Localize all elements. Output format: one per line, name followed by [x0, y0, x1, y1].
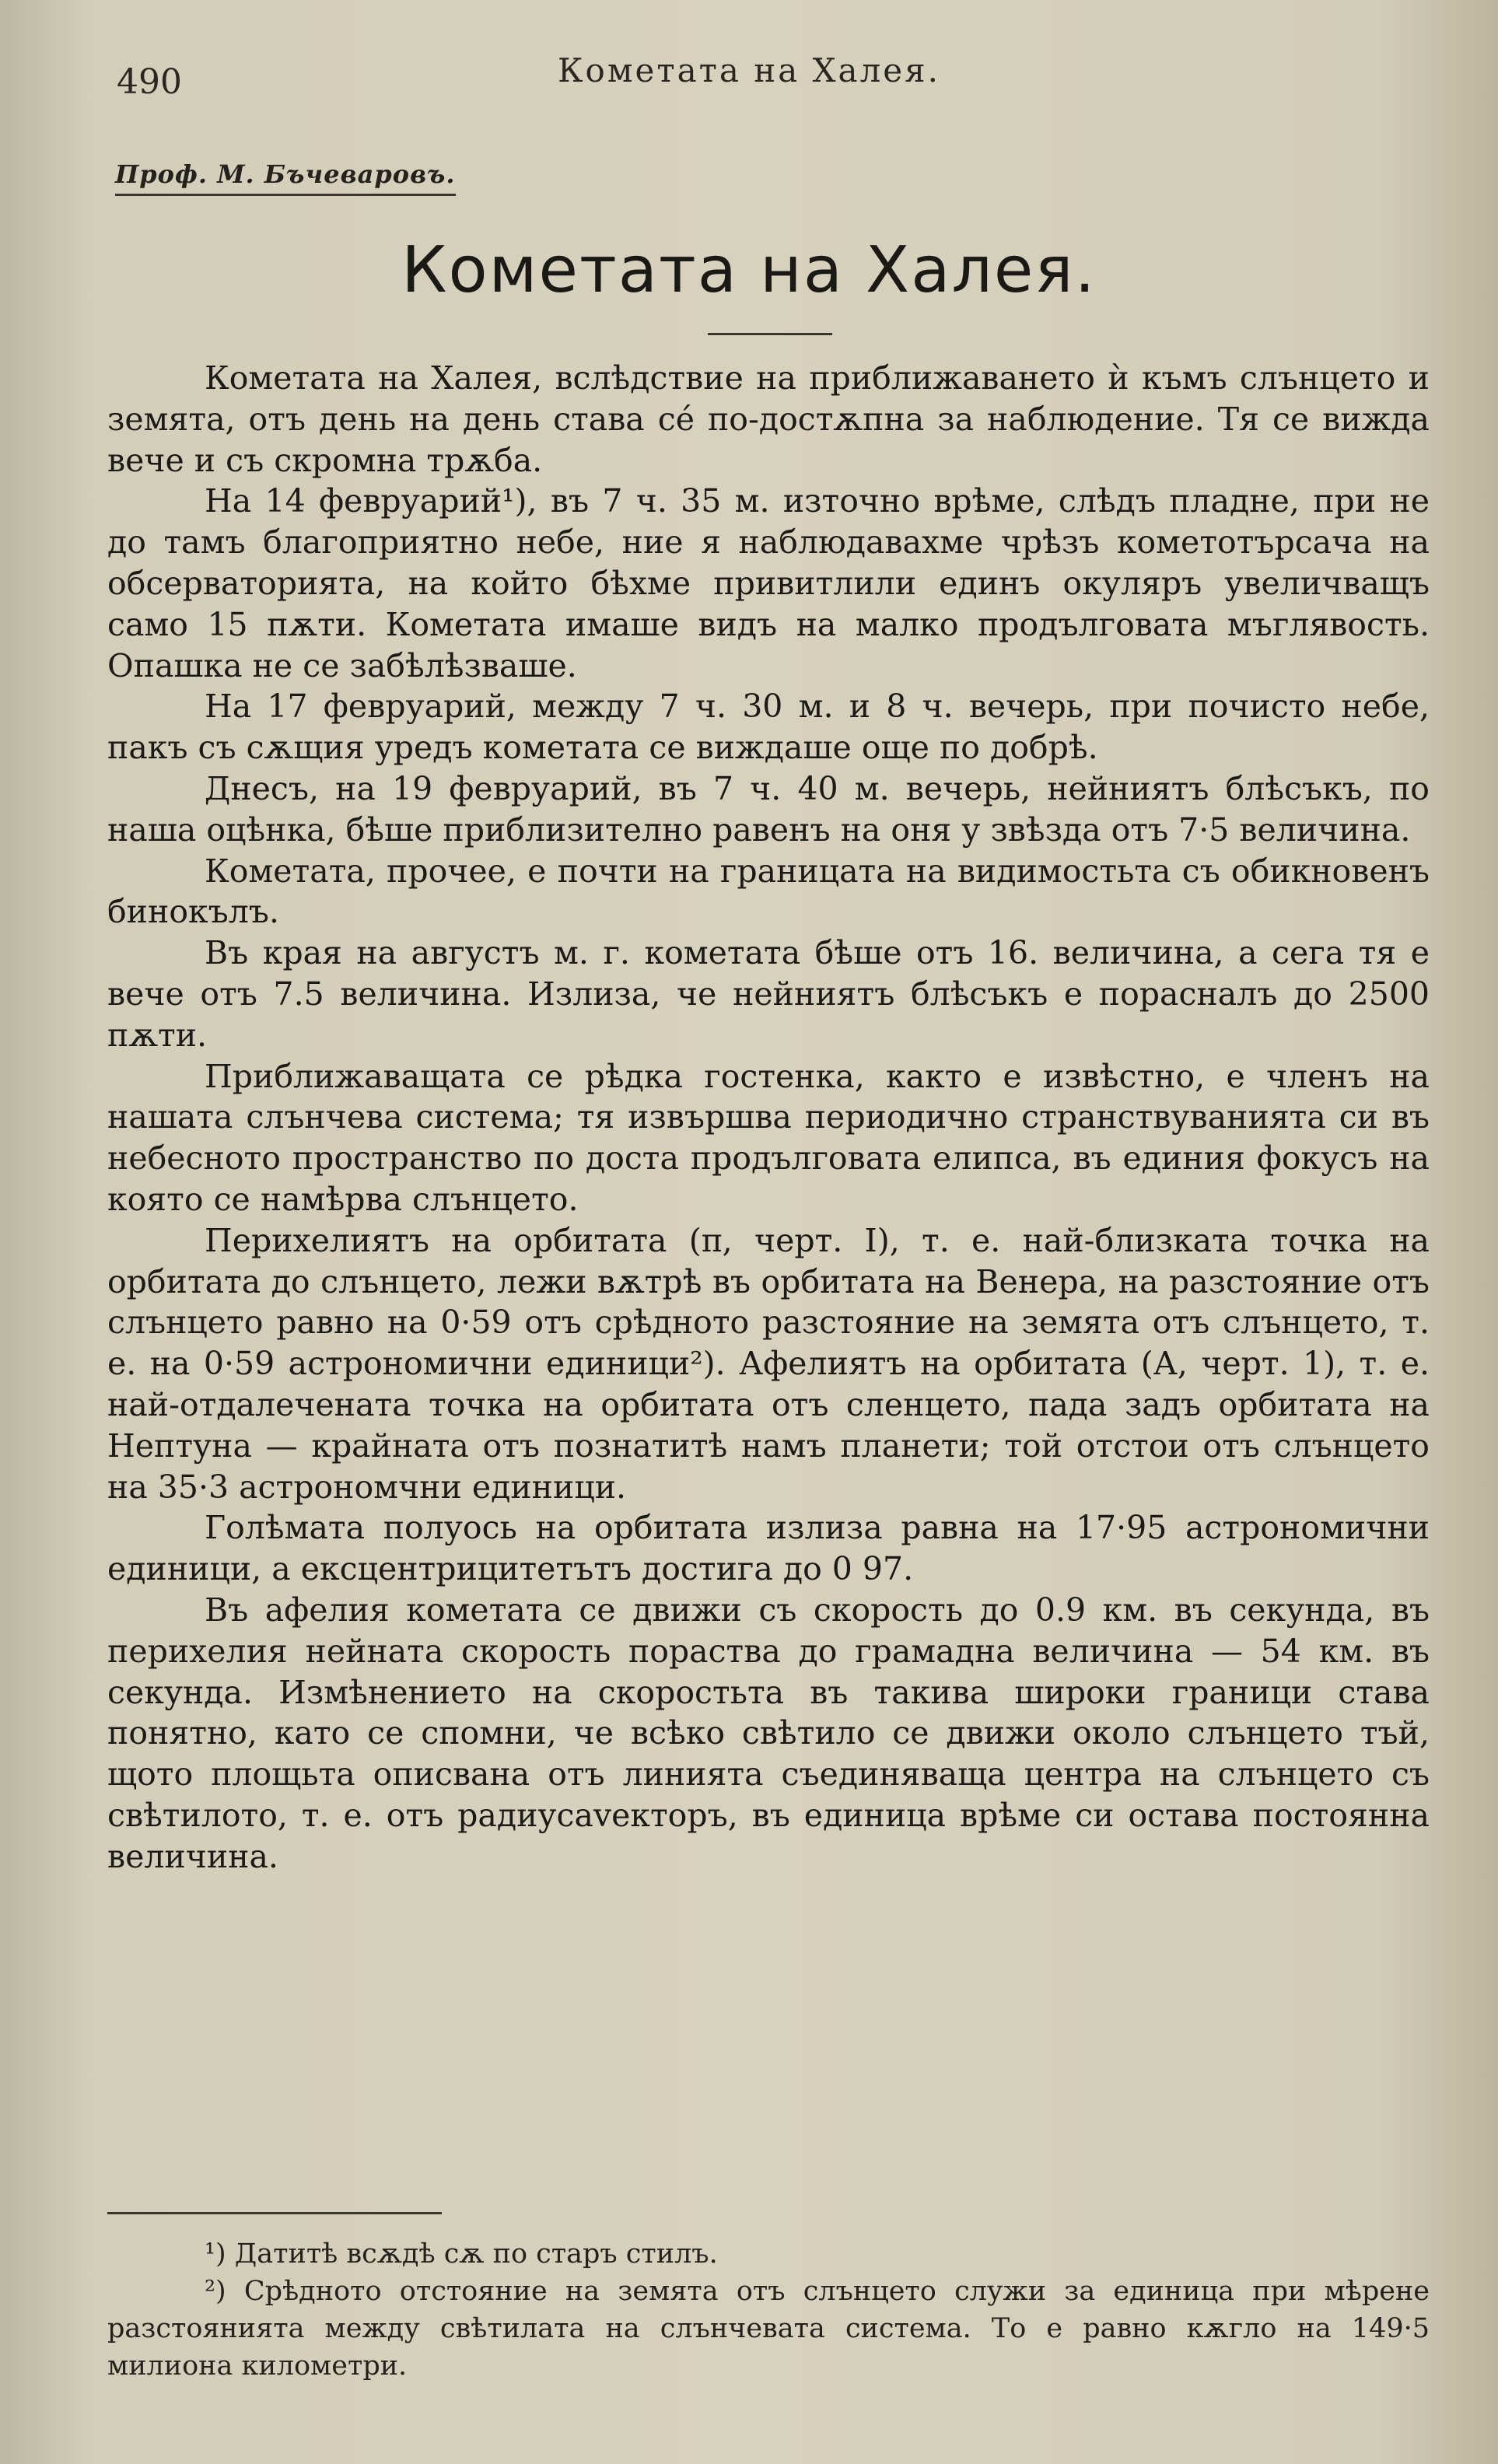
running-head: [117, 47, 1381, 101]
article-body: [107, 358, 1430, 1877]
article-title: Кометата на Халея.: [401, 233, 1097, 307]
paragraph: Приближаващата се рѣдка гостенка, както е извѣстно, е членъ на нашата слънчева система; тя извършва периодично странствуванията си въ небесното пространство по доста продълговата елипса, въ единия фокусъ на която се намѣрва слънцето.: [107, 1057, 1430, 1218]
paragraph: Въ края на августъ м. г. кометата бѣше отъ 16. величина, а сега тя е вече отъ 7.5 величина. Излиза, че нейниятъ блѣсъкъ е порасналъ до 2500 пѫти.: [107, 934, 1430, 1054]
footnotes: [107, 2235, 1430, 2385]
paragraph: На 17 февруарий, между 7 ч. 30 м. и 8 ч. вечерь, при почисто небе, пакъ съ сѫщия уредъ кометата се виждаше още по добрѣ.: [107, 688, 1430, 767]
paragraph: Кометата на Халея, вслѣдствие на приближаването ѝ къмъ слънцето и земята, отъ день на день става се́ по-достѫпна за наблюдение. Тя се вижда вече и съ скромна трѫба.: [107, 359, 1430, 479]
title-underline: [708, 333, 832, 335]
page-number: 490: [117, 62, 182, 102]
author-block: [115, 159, 456, 189]
paragraph: Днесъ, на 19 февруарий, въ 7 ч. 40 м. вечерь, нейниятъ блѣсъкъ, по наша оцѣнка, бѣше приблизително равенъ на оня у звѣзда отъ 7·5 величина.: [107, 769, 1430, 849]
running-title: Кометата на Халея.: [558, 51, 940, 89]
paragraph: Голѣмата полуось на орбитата излиза равна на 17·95 астрономични единици, а ексцентрицитетътъ достига до 0 97.: [107, 1509, 1430, 1588]
paragraph: Въ афелия кометата се движи съ скорость до 0.9 км. въ секунда, въ перихелия нейната скорость пораства до грамадна величина — 54 км. въ секунда. Измѣнението на скоростьта въ такива широки граници става понятно, като се спомни, че всѣко свѣтило се движи около слънцето тъй, щото площьта описвана отъ линията съединяваща центра на слънцето съ свѣтилото, т. е. отъ радиусаvекторъ, въ единица врѣме си остава постоянна величина.: [107, 1591, 1430, 1875]
paragraph: Перихелиятъ на орбитата (π, черт. I), т. е. най-близката точка на орбитата до слънцето, лежи вѫтрѣ въ орбитата на Венера, на разстояние отъ слънцето равно на 0·59 отъ срѣдното разстояние на земята отъ слънцето, т. е. на 0·59 астрономични единици²). Афелиятъ на орбитата (А, черт. 1), т. е. най-отдалечената точка на орбитата отъ сленцето, пада задъ орбитата на Нептуна — крайната отъ познатитѣ намъ планети; той отстои отъ слънцето на 35·3 астрономчни единици.: [107, 1221, 1430, 1506]
author-name: Проф. М. Бъчеваровъ.: [115, 159, 456, 196]
footnote: ¹) Датитѣ всѫдѣ сѫ по старъ стилъ.: [205, 2238, 718, 2270]
paragraph: Кометата, прочее, е почти на границата на видимостьта съ обикновенъ бинокълъ.: [107, 852, 1430, 931]
footnote-divider: [107, 2212, 442, 2214]
footnote: ²) Срѣдното отстояние на земята отъ слънцето служи за единица при мѣрене разстоянията между свѣтилата на слънчевата система. То е равно кѫгло на 149·5 милиона километри.: [107, 2276, 1430, 2382]
paragraph: На 14 февруарий¹), въ 7 ч. 35 м. източно врѣме, слѣдъ пладне, при не до тамъ благоприятно небе, ние я наблюдавахме чрѣзъ кометотърсача на обсерваторията, на който бѣхме привитлили единъ окуляръ увеличващъ само 15 пѫти. Кометата имаше видъ на малко продълговата мъглявость. Опашка не се забѣлѣзваше.: [107, 482, 1430, 684]
